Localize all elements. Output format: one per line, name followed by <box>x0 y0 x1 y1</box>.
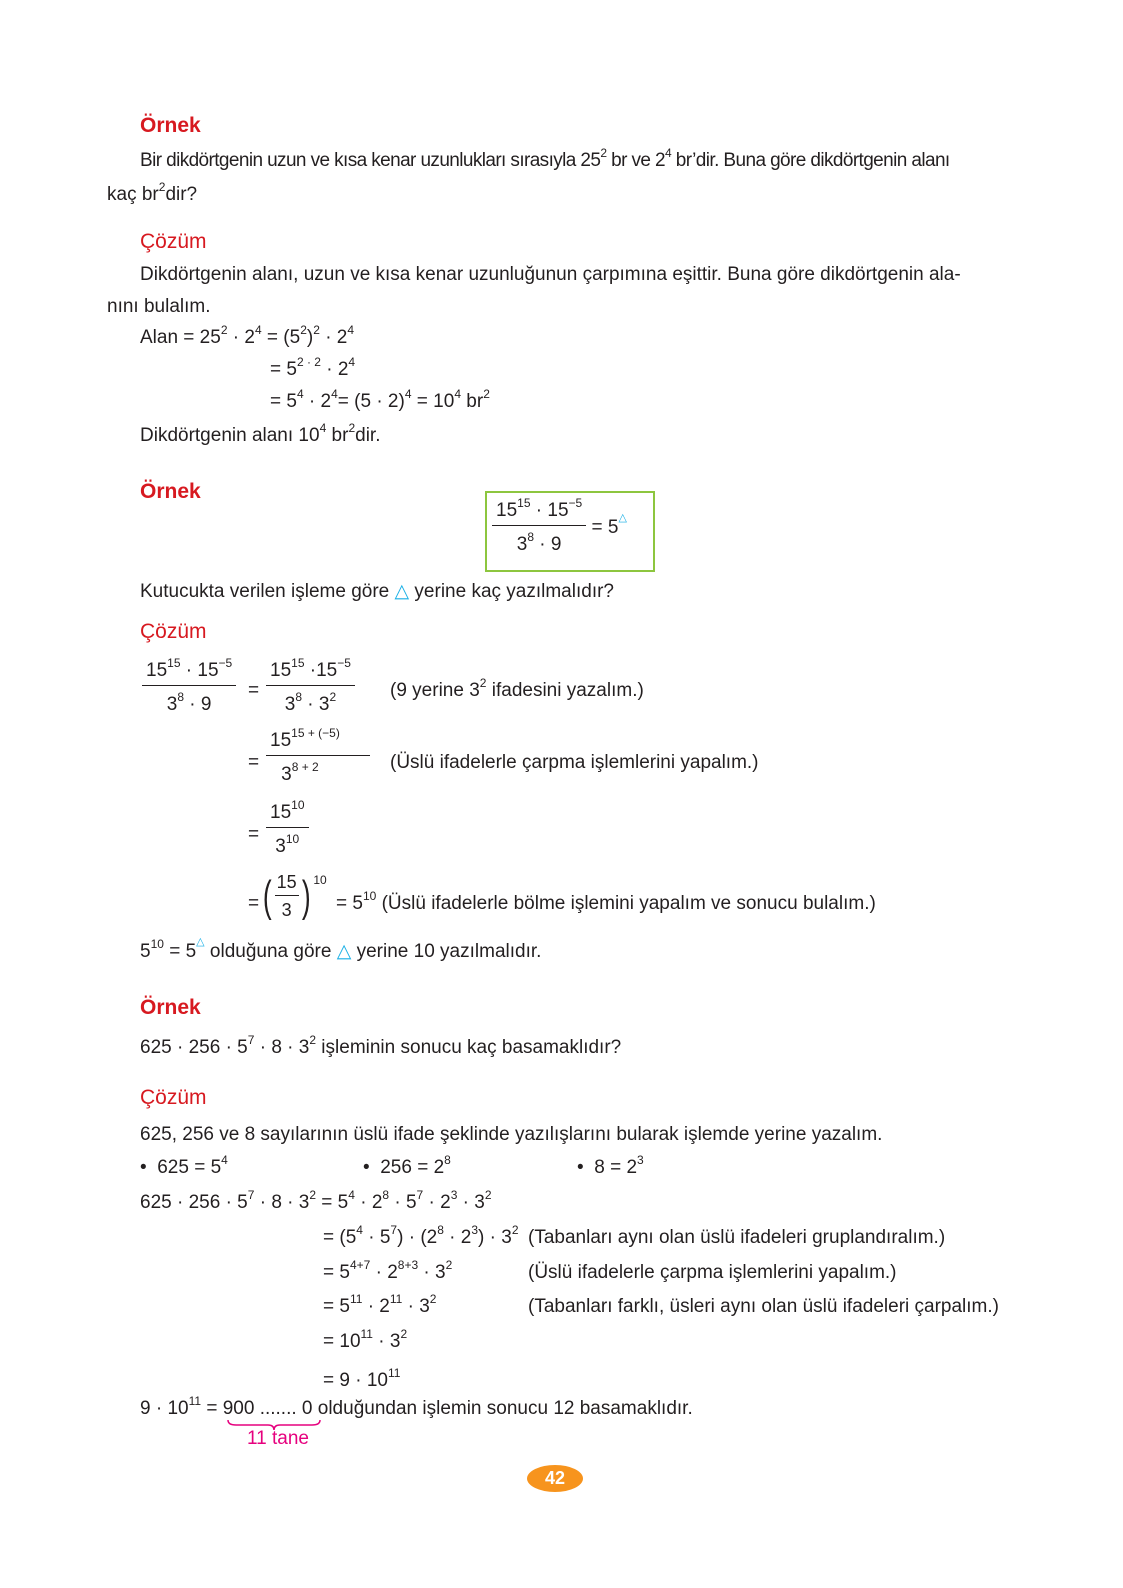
example2-note2: (Üslü ifadelerle çarpma işlemlerini yapalım.) <box>390 752 759 773</box>
bullet-item <box>577 1153 644 1179</box>
text: (9 yerine 3 <box>390 680 480 701</box>
page-number-badge: 42 <box>527 1465 583 1492</box>
example3-note-1: (Tabanları aynı olan üslü ifadeleri gruplandıralım.) <box>528 1227 946 1248</box>
example1-question-line1 <box>140 146 950 172</box>
exponent: 4 <box>221 1153 228 1167</box>
text: = 900 ....... 0 olduğundan işlemin sonucu 12 basamaklıdır. <box>201 1398 693 1419</box>
text: ifadesini yazalım.) <box>486 680 644 701</box>
exponent: 11 <box>188 1394 202 1408</box>
example3-intro: 625, 256 ve 8 sayılarının üslü ifade şeklinde yazılışlarını bularak işlemde yerine yazalım. <box>140 1124 883 1145</box>
example3-note-3: (Tabanları farklı, üsleri aynı olan üslü ifadeleri çarpalım.) <box>528 1296 999 1317</box>
exponent: 4 <box>319 421 327 435</box>
example3-step-5: = $10^{11} \cdot 3^2$ <box>323 1327 408 1352</box>
text: br ve 2 <box>606 150 666 171</box>
example1-step-1: Alan = $25^2 \cdot 2^4 = (5^2)^2 \cdot 2^4$ <box>140 323 355 348</box>
example2-heading: Örnek <box>140 480 201 503</box>
exponent: 4 <box>665 146 672 160</box>
triangle-icon: △ <box>394 581 410 602</box>
text: 9 · 10 <box>140 1398 189 1419</box>
box-rhs: = 5△ <box>591 512 627 539</box>
example2-note3: (Üslü ifadelerle bölme işlemini yapalım ve sonucu bulalım.) <box>381 893 876 914</box>
box-expression <box>492 496 627 556</box>
text: br’dir. Buna göre dikdörtgenin alanı <box>671 150 950 171</box>
text: olduğuna göre <box>204 941 337 962</box>
exponent: 2 <box>479 676 487 690</box>
example1-conclusion <box>140 421 381 447</box>
text: kaç br <box>107 184 159 205</box>
text: Dikdörtgenin alanı 10 <box>140 425 320 446</box>
text: br <box>326 425 349 446</box>
equals-sign: = <box>248 824 260 845</box>
example3-step-3: = $5^{4+7} \cdot 2^{8+3} \cdot 3^2$ <box>323 1258 453 1283</box>
exponent: 2 <box>600 146 607 160</box>
example1-solution-heading: Çözüm <box>140 230 207 253</box>
text: 256 = 2 <box>380 1157 445 1178</box>
bullet-icon: • <box>140 1157 147 1178</box>
exponent: 2 <box>309 1033 317 1047</box>
box-numerator: $15^{15} \cdot 15^{-5}$ <box>492 500 586 526</box>
example2-step1-rhs: $\frac{15^{15} \cdot 15^{-5}}{3^8 \cdot 3^2}$ <box>266 660 355 716</box>
text: yerine kaç yazılmalıdır? <box>409 581 614 602</box>
text: Kutucukta verilen işleme göre <box>140 581 395 602</box>
text: 8 = 2 <box>594 1157 638 1178</box>
box-fraction <box>492 496 586 556</box>
example3-note-2: (Üslü ifadelerle çarpma işlemlerini yapalım.) <box>528 1262 897 1283</box>
example2-note1 <box>390 676 644 702</box>
example2-step2: $\frac{15^{15 + (-5)}}{3^{8 + 2}}$ <box>266 730 370 786</box>
exponent: 2 <box>158 180 166 194</box>
example2-step1-lhs: $\frac{15^{15} \cdot 15^{-5}}{3^8 \cdot 9}$ <box>142 660 236 716</box>
bullet-icon: • <box>577 1157 584 1178</box>
example3-conclusion <box>140 1394 693 1420</box>
rhs-base: 5 <box>607 517 619 539</box>
text: 625 · 256 · 5 <box>140 1037 248 1058</box>
bullet-item <box>140 1153 228 1179</box>
example2-question <box>140 580 614 603</box>
equals-sign: = <box>248 893 260 914</box>
text: · 8 · 3 <box>254 1037 310 1058</box>
example3-step-4: = $5^{11} \cdot 2^{11} \cdot 3^2$ <box>323 1292 437 1317</box>
exponent: 2 <box>348 421 356 435</box>
text: = 5 <box>163 941 197 962</box>
exponent: 10 <box>150 937 164 951</box>
example2-step4-result: = $5^{10}$ (Üslü ifadelerle bölme işlemini yapalım ve sonucu bulalım.) <box>336 889 876 914</box>
example2-conclusion <box>140 936 542 963</box>
triangle-icon: △ <box>336 941 352 962</box>
text: Bir dikdörtgenin uzun ve kısa kenar uzunlukları sırasıyla 25 <box>140 150 601 171</box>
example2-step4: ( $\frac{15}{3}$ ) $^{10}$ <box>262 871 327 921</box>
example3-step-6: = $9 \cdot 10^{11}$ <box>323 1366 401 1391</box>
exponent: 3 <box>637 1153 644 1167</box>
text: işleminin sonucu kaç basamaklıdır? <box>316 1037 622 1058</box>
bullet-icon: • <box>363 1157 370 1178</box>
triangle-icon: △ <box>196 936 205 948</box>
box-denominator: $3^8 \cdot 9$ <box>516 530 562 555</box>
text: yerine 10 yazılmalıdır. <box>351 941 542 962</box>
example3-question <box>140 1033 622 1059</box>
text: dir? <box>165 184 198 205</box>
exponent: 7 <box>247 1033 255 1047</box>
brace-label: 11 tane <box>247 1428 309 1449</box>
example1-heading: Örnek <box>140 114 201 137</box>
example3-heading: Örnek <box>140 996 201 1019</box>
bullet-item <box>363 1153 451 1179</box>
exponent: 8 <box>444 1153 451 1167</box>
example1-solution-text-line1: Dikdörtgenin alanı, uzun ve kısa kenar uzunluğunun çarpımına eşittir. Buna göre dikdörtgenin ala- <box>140 264 961 285</box>
triangle-icon: △ <box>618 512 627 525</box>
text: 625 = 5 <box>157 1157 222 1178</box>
example3-step-1: $625 \cdot 256 \cdot 5^7 \cdot 8 \cdot 3^2 = 5^4 \cdot 2^8 \cdot 5^7 \cdot 2^3 \cdot 3^2$ <box>140 1188 492 1213</box>
example1-step-3: = $5^4 \cdot 2^4= (5 \cdot 2)^4 = 10^4$ $br^2$ <box>270 387 490 412</box>
example1-question-line2 <box>107 180 198 206</box>
example2-solution-heading: Çözüm <box>140 620 207 643</box>
example1-solution-text-line2: nını bulalım. <box>107 296 211 317</box>
example3-solution-heading: Çözüm <box>140 1086 207 1109</box>
equals-sign: = <box>248 680 260 701</box>
equals-sign: = <box>248 752 260 773</box>
text: 5 <box>140 941 151 962</box>
example1-step-2: = $5^{2 \cdot 2} \cdot 2^4$ <box>270 355 356 380</box>
text: dir. <box>355 425 381 446</box>
example3-step-2: = $(5^4 \cdot 5^7) \cdot (2^8 \cdot 2^3) \cdot 3^2$ <box>323 1223 519 1248</box>
example2-step3: $\frac{15^{10}}{3^{10}}$ <box>266 802 309 858</box>
